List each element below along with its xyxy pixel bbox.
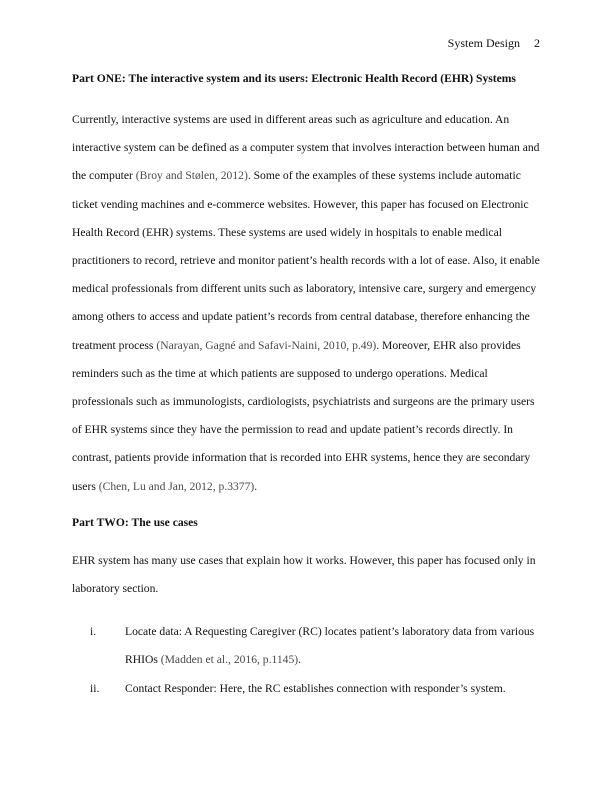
list-item-tail: . (298, 653, 302, 667)
list-numeral: ii. (90, 681, 100, 695)
list-numeral: i. (90, 625, 97, 639)
part-one-paragraph (72, 106, 542, 501)
paragraph-text: . Some of the examples of these systems include automatic ticket vending machines and e-commerce websites. However, this paper has focused on Electronic Health Record (EHR) systems. These systems are used widely in hospitals to enable medical practitioners to record, retrieve and monitor patient’s health records with a lot of ease. Also, it enable medical professionals from different units such as laboratory, intensive care, surgery and emergency among others to access and update patient’s records from central database, therefore enhancing the treatment process (72, 169, 540, 352)
page-number: 2 (534, 36, 540, 50)
citation: (Chen, Lu and Jan, 2012, p.3377) (98, 479, 255, 493)
part-one-heading: Part ONE: The interactive system and its users: Electronic Health Record (EHR) Systems (72, 72, 516, 85)
running-header (448, 36, 540, 51)
paragraph-text: Currently, interactive systems are used in different areas such as agriculture and education. An interactive system can be defined as a computer system that involves interaction between human and the computer (72, 113, 540, 183)
part-two-heading: Part TWO: The use cases (72, 515, 198, 529)
document-body (72, 69, 542, 703)
citation: (Broy and Stølen, 2012) (135, 169, 248, 183)
citation: (Narayan, Gagné and Safavi-Naini, 2010, p.49) (156, 338, 377, 352)
list-item (72, 675, 542, 703)
paragraph-text: . Moreover, EHR also provides reminders such as the time at which patients are supposed to undergo operations. Medical professionals such as immunologists, cardiologists, psychiatrists and surgeons are the primary users of EHR systems since they have the permission to read and update patient’s records directly. In contrast, patients provide information that is recorded into EHR systems, hence they are secondary users (72, 338, 535, 493)
use-case-list (72, 618, 542, 703)
running-title: System Design (447, 36, 520, 50)
list-item-text: Locate data: A Requesting Caregiver (RC) locates patient’s laboratory data from various RHIOs (125, 625, 535, 667)
list-item-text: Contact Responder: Here, the RC establishes connection with responder’s system. (125, 681, 506, 695)
list-item (72, 618, 542, 674)
citation: (Madden et al., 2016, p.1145) (160, 653, 299, 667)
paragraph-text: . (254, 479, 258, 493)
part-two-intro: EHR system has many use cases that explain how it works. However, this paper has focused only in laboratory section. (72, 553, 536, 596)
